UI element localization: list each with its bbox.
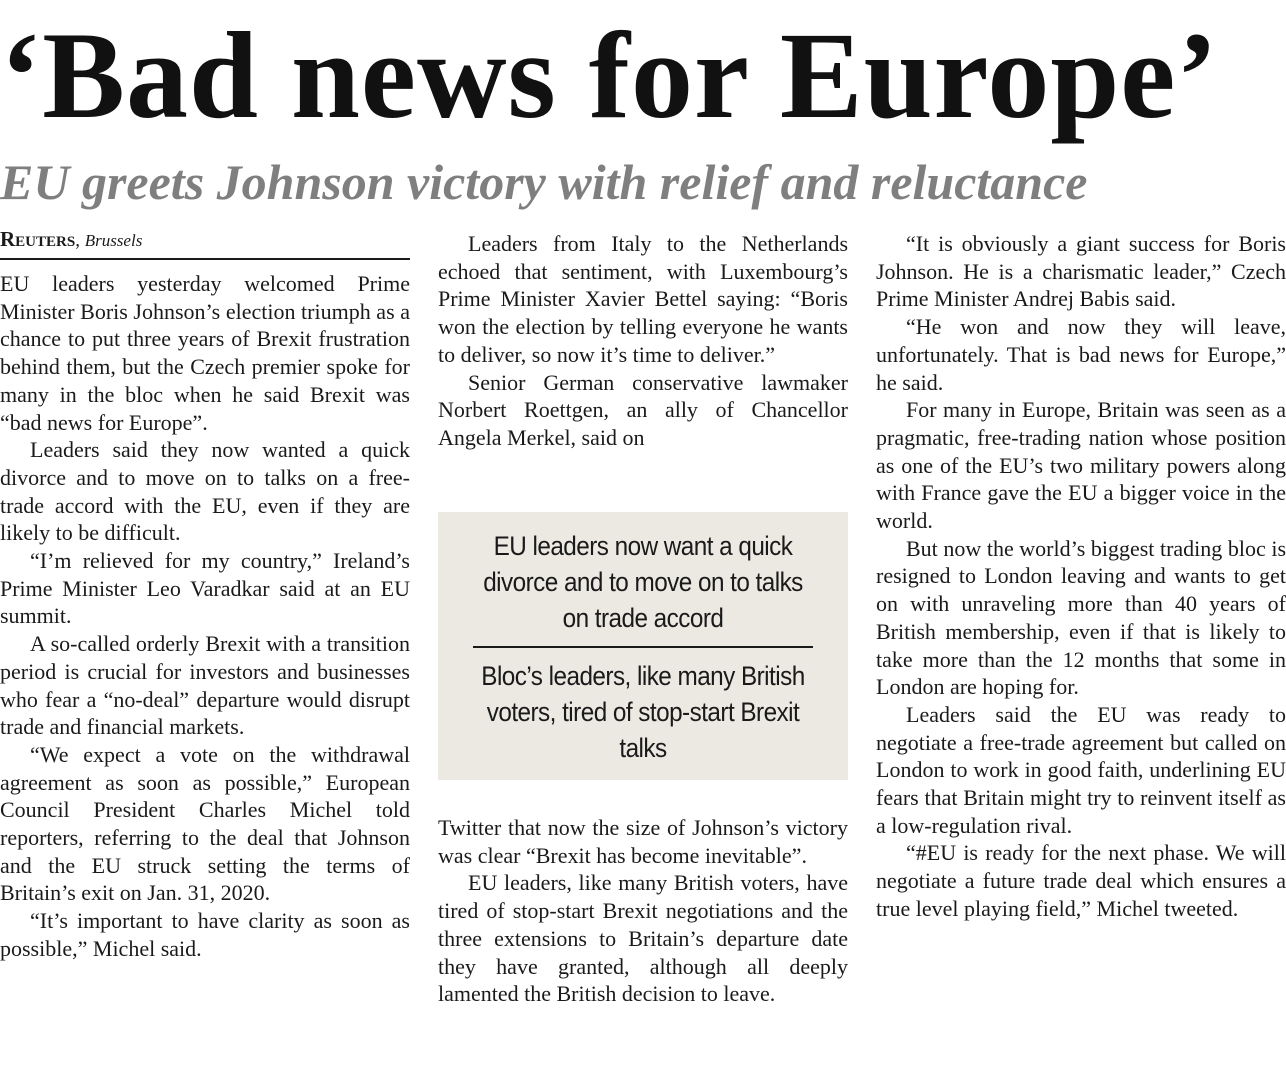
paragraph: “He won and now they will leave, unfortunately. That is bad news for Europe,” he said. bbox=[876, 314, 1286, 395]
byline-agency: Reuters bbox=[0, 227, 76, 251]
subheadline: EU greets Johnson victory with relief and reluctance bbox=[0, 154, 1088, 210]
byline-separator: , bbox=[75, 230, 80, 251]
article-column-1 bbox=[0, 226, 410, 963]
byline-location: Brussels bbox=[84, 231, 143, 250]
paragraph: Leaders said the EU was ready to negotiate a free-trade agreement but called on London to work in good faith, underlining EU fears that Britain might try to reinvent itself as a low-regulation rival. bbox=[876, 701, 1286, 838]
pull-quote-2: Bloc’s leaders, like many British voters, tired of stop-start Brexit talks bbox=[481, 661, 805, 763]
article-column-3 bbox=[876, 230, 1286, 923]
pull-quote-divider bbox=[473, 646, 813, 648]
paragraph: But now the world’s biggest trading bloc is resigned to London leaving and wants to get on with unraveling more than 40 years of British membership, even if that is likely to take more than the 12 months that some in London are hoping for. bbox=[876, 535, 1286, 700]
paragraph: “#EU is ready for the next phase. We will negotiate a future trade deal which ensures a true level playing field,” Michel tweeted. bbox=[876, 840, 1286, 921]
paragraph: For many in Europe, Britain was seen as a pragmatic, free-trading nation whose position as one of the EU’s two military powers along with France gave the EU a bigger voice in the world. bbox=[876, 397, 1286, 534]
paragraph: “It’s important to have clarity as soon as possible,” Michel said. bbox=[0, 908, 410, 961]
paragraph: Leaders said they now wanted a quick divorce and to move on to talks on a free-trade accord with the EU, even if they are likely to be difficult. bbox=[0, 437, 410, 546]
paragraph: “It is obviously a giant success for Boris Johnson. He is a charismatic leader,” Czech Prime Minister Andrej Babis said. bbox=[876, 231, 1286, 312]
pull-quote-box bbox=[438, 512, 848, 780]
paragraph: Leaders from Italy to the Netherlands echoed that sentiment, with Luxembourg’s Prime Minister Xavier Bettel saying: “Boris won the election by telling everyone he wants to deliver, so now it’s time to deliver.” bbox=[438, 231, 848, 367]
byline bbox=[0, 226, 410, 260]
paragraph: Senior German conservative lawmaker Norbert Roettgen, an ally of Chancellor Angela Merkel, said on bbox=[438, 369, 848, 450]
paragraph: “We expect a vote on the withdrawal agreement as soon as possible,” European Council President Charles Michel told reporters, referring to the deal that Johnson and the EU struck setting the terms of Britain’s exit on Jan. 31, 2020. bbox=[0, 741, 410, 906]
article-column-2-bottom bbox=[438, 814, 848, 1008]
paragraph: “I’m relieved for my country,” Ireland’s Prime Minister Leo Varadkar said at an EU summit. bbox=[0, 548, 410, 629]
paragraph: A so-called orderly Brexit with a transition period is crucial for investors and businesses who fear a “no-deal” departure would disrupt trade and financial markets. bbox=[0, 631, 410, 740]
paragraph: EU leaders yesterday welcomed Prime Minister Boris Johnson’s election triumph as a chance to put three years of Brexit frustration behind them, but the Czech premier spoke for many in the bloc when he said Brexit was “bad news for Europe”. bbox=[0, 271, 410, 435]
article-column-2-top bbox=[438, 230, 848, 452]
paragraph: EU leaders, like many British voters, have tired of stop-start Brexit negotiations and the three extensions to Britain’s departure date they have granted, although all deeply lamented the British decision to leave. bbox=[438, 870, 848, 1007]
headline: ‘Bad news for Europe’ bbox=[0, 7, 1219, 144]
pull-quote-1: EU leaders now want a quick divorce and to move on to talks on trade accord bbox=[483, 531, 803, 633]
paragraph: Twitter that now the size of Johnson’s victory was clear “Brexit has become inevitable”. bbox=[438, 815, 848, 868]
